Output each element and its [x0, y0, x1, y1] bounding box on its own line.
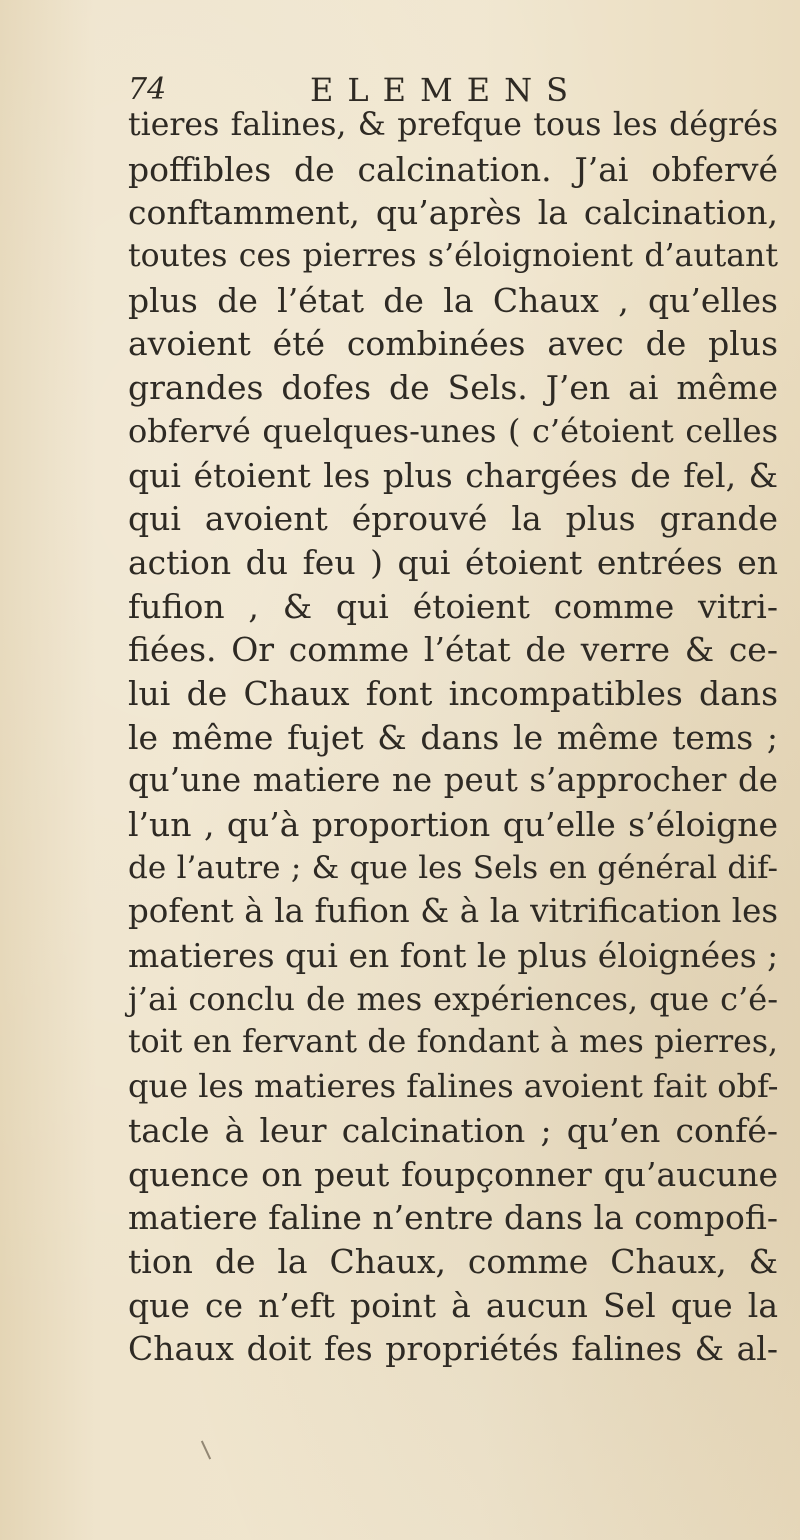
text-line: de l’autre ; & que les Sels en général dif-: [128, 849, 778, 886]
text-line: avoient été combinées avec de plus: [128, 324, 778, 364]
text-line: toit en fervant de fondant à mes pierres,: [128, 1024, 778, 1061]
text-line: matieres qui en font le plus éloignées ;: [128, 936, 779, 976]
text-line: le même fujet & dans le même tems ;: [128, 717, 778, 757]
text-line: que ce n’eft point à aucun Sel que la: [128, 1285, 778, 1325]
text-line: pofent à la fufion & à la vitrification les: [128, 892, 778, 931]
ink-mark: [201, 1441, 211, 1460]
text-line: lui de Chaux font incompatibles dans: [128, 673, 778, 713]
text-line: poffibles de calcination. J’ai obfervé: [128, 149, 778, 189]
text-line: plus de l’état de la Chaux , qu’elles: [128, 280, 778, 320]
text-line: tacle à leur calcination ; qu’en confé-: [128, 1110, 778, 1150]
text-line: conftamment, qu’après la calcination,: [128, 193, 778, 233]
text-line: qu’une matiere ne peut s’approcher de: [128, 761, 778, 800]
text-line: fufion , & qui étoient comme vitri-: [128, 586, 778, 626]
text-line: action du feu ) qui étoient entrées en: [128, 542, 778, 582]
page-number: 74: [128, 72, 167, 107]
text-line: l’un , qu’à proportion qu’elle s’éloigne: [128, 805, 778, 844]
text-line: tion de la Chaux, comme Chaux, &: [128, 1241, 778, 1281]
text-line: grandes dofes de Sels. J’en ai même: [128, 368, 778, 408]
text-line: tieres falines, & prefque tous les dégrés: [128, 107, 778, 143]
text-line: toutes ces pierres s’éloignoient d’autant: [128, 238, 778, 275]
text-line: qui avoient éprouvé la plus grande: [128, 499, 778, 539]
text-line: j’ai conclu de mes expériences, que c’é-: [128, 979, 778, 1018]
text-line: fiées. Or comme l’état de verre & ce-: [128, 630, 778, 670]
body-text: [128, 104, 778, 1371]
text-line: Chaux doit fes propriétés falines & al-: [128, 1329, 778, 1369]
text-line: matiere faline n’entre dans la compofi-: [128, 1198, 778, 1238]
text-line: que les matieres falines avoient fait obf-: [128, 1067, 779, 1106]
text-line: qui étoient les plus chargées de fel, &: [128, 455, 778, 495]
text-line: obfervé quelques-unes ( c’étoient celles: [128, 411, 778, 450]
running-head: ELEMENS: [310, 71, 583, 109]
text-line: quence on peut foupçonner qu’aucune: [128, 1154, 778, 1194]
